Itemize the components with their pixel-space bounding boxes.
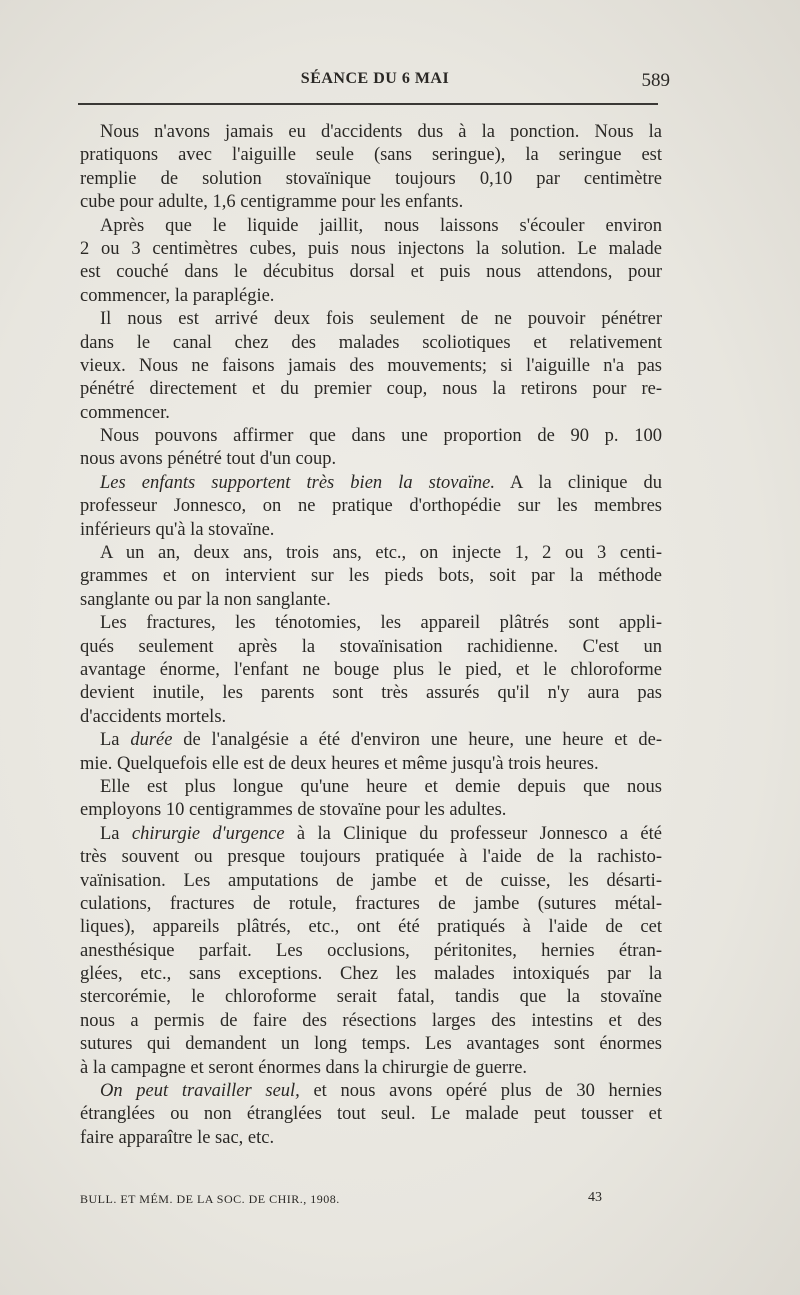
paragraph	[80, 1080, 662, 1150]
text-line: pénétré directement et du premier coup, nous la retirons pour re-	[80, 379, 662, 400]
paragraph	[80, 472, 662, 542]
text-line	[80, 1080, 662, 1103]
paragraph	[80, 425, 662, 472]
text-line: Après que le liquide jaillit, nous laissons s'écouler environ	[100, 215, 662, 236]
text-line	[80, 823, 662, 846]
paragraph	[80, 729, 662, 776]
paragraph-lead: La	[100, 730, 131, 751]
text-line: anesthésique parfait. Les occlusions, péritonites, hernies étran-	[80, 940, 662, 961]
text-line: mie. Quelquefois elle est de deux heures et même jusqu'à trois heures.	[80, 753, 599, 774]
text-line: cube pour adulte, 1,6 centigramme pour les enfants.	[80, 192, 464, 213]
text-line	[80, 472, 662, 495]
page-number: 589	[641, 70, 670, 91]
text-line	[80, 729, 662, 752]
paragraph	[80, 612, 662, 729]
body-text	[80, 121, 662, 1150]
text-line: liques), appareils plâtrés, etc., ont été pratiqués à l'aide de cet	[80, 917, 662, 938]
line-text: à la Clinique du professeur Jonnesco a été	[284, 823, 662, 844]
text-line: dans le canal chez des malades scoliotiques et relativement	[80, 332, 662, 353]
text-line: commencer, la paraplégie.	[80, 285, 275, 306]
text-line: culations, fractures de rotule, fractures de jambe (sutures métal-	[80, 893, 662, 914]
text-line: stercorémie, le chloroforme serait fatal, tandis que la stovaïne	[80, 987, 662, 1008]
signature-mark: 43	[588, 1190, 602, 1205]
text-line: vaïnisation. Les amputations de jambe et de cuisse, les désarti-	[80, 870, 662, 891]
text-line: est couché dans le décubitus dorsal et puis nous attendons, pour	[80, 262, 662, 283]
text-line: remplie de solution stovaïnique toujours 0,10 par centimètre	[80, 168, 662, 189]
paragraph	[80, 776, 662, 823]
text-line: A un an, deux ans, trois ans, etc., on injecte 1, 2 ou 3 centi-	[100, 543, 662, 564]
italic-emphasis: Les enfants supportent très bien la stovaïne.	[100, 472, 495, 493]
text-line: faire apparaître le sac, etc.	[80, 1127, 275, 1148]
italic-emphasis: On peut travailler seul,	[100, 1081, 300, 1102]
italic-emphasis: chirurgie d'urgence	[131, 823, 285, 844]
text-line: Il nous est arrivé deux fois seulement de ne pouvoir pénétrer	[100, 309, 662, 330]
text-line: très souvent ou presque toujours pratiquée à l'aide de la rachisto-	[80, 847, 662, 868]
paragraph	[80, 823, 662, 1080]
text-line: inférieurs qu'à la stovaïne.	[80, 519, 275, 540]
paragraph	[80, 215, 662, 309]
text-line: avantage énorme, l'enfant ne bouge plus le pied, et le chloroforme	[80, 659, 662, 680]
paragraph	[80, 542, 662, 612]
text-line: sutures qui demandent un long temps. Les avantages sont énormes	[80, 1034, 662, 1055]
text-line: vieux. Nous ne faisons jamais des mouvements; si l'aiguille n'a pas	[80, 355, 662, 376]
text-line: nous avons pénétré tout d'un coup.	[80, 449, 337, 470]
line-text: A la clinique du	[494, 472, 662, 493]
text-line: professeur Jonnesco, on ne pratique d'orthopédie sur les membres	[80, 496, 662, 517]
journal-footer: BULL. ET MÉM. DE LA SOC. DE CHIR., 1908.	[80, 1192, 340, 1206]
text-line: nous a permis de faire des résections larges des intestins et des	[80, 1010, 662, 1031]
text-line: qués seulement après la stovaïnisation rachidienne. C'est un	[80, 636, 662, 657]
paragraph	[80, 121, 662, 215]
text-line: devient inutile, les parents sont très assurés qu'il n'y aura pas	[80, 683, 662, 704]
text-line: commencer.	[80, 402, 170, 423]
line-text: et nous avons opéré plus de 30 hernies	[299, 1081, 662, 1102]
text-line: pratiquons avec l'aiguille seule (sans seringue), la seringue est	[80, 145, 662, 166]
text-line: étranglées ou non étranglées tout seul. Le malade peut tousser et	[80, 1104, 662, 1125]
paragraph	[80, 308, 662, 425]
text-line: d'accidents mortels.	[80, 706, 227, 727]
text-line: Nous pouvons affirmer que dans une proportion de 90 p. 100	[100, 426, 662, 447]
text-line: Elle est plus longue qu'une heure et demie depuis que nous	[100, 776, 662, 797]
text-line: 2 ou 3 centimètres cubes, puis nous injectons la solution. Le malade	[80, 238, 662, 259]
text-line: Nous n'avons jamais eu d'accidents dus à la ponction. Nous la	[100, 122, 662, 142]
italic-emphasis: durée	[130, 730, 173, 751]
text-line: employons 10 centigrammes de stovaïne pour les adultes.	[80, 800, 507, 821]
text-line: sanglante ou par la non sanglante.	[80, 589, 331, 610]
text-line: Les fractures, les ténotomies, les appareil plâtrés sont appli-	[100, 613, 662, 634]
page-footer	[80, 1190, 602, 1210]
header-rule	[78, 103, 658, 105]
line-text: de l'analgésie a été d'environ une heure, une heure et de-	[172, 730, 662, 751]
text-line: à la campagne et seront énormes dans la chirurgie de guerre.	[80, 1057, 528, 1078]
running-title: SÉANCE DU 6 MAI	[300, 70, 450, 87]
text-line: glées, etc., sans exceptions. Chez les malades intoxiqués par la	[80, 964, 662, 985]
paragraph-lead: La	[100, 823, 132, 844]
page-header	[80, 70, 670, 94]
text-line: grammes et on intervient sur les pieds bots, soit par la méthode	[80, 566, 662, 587]
